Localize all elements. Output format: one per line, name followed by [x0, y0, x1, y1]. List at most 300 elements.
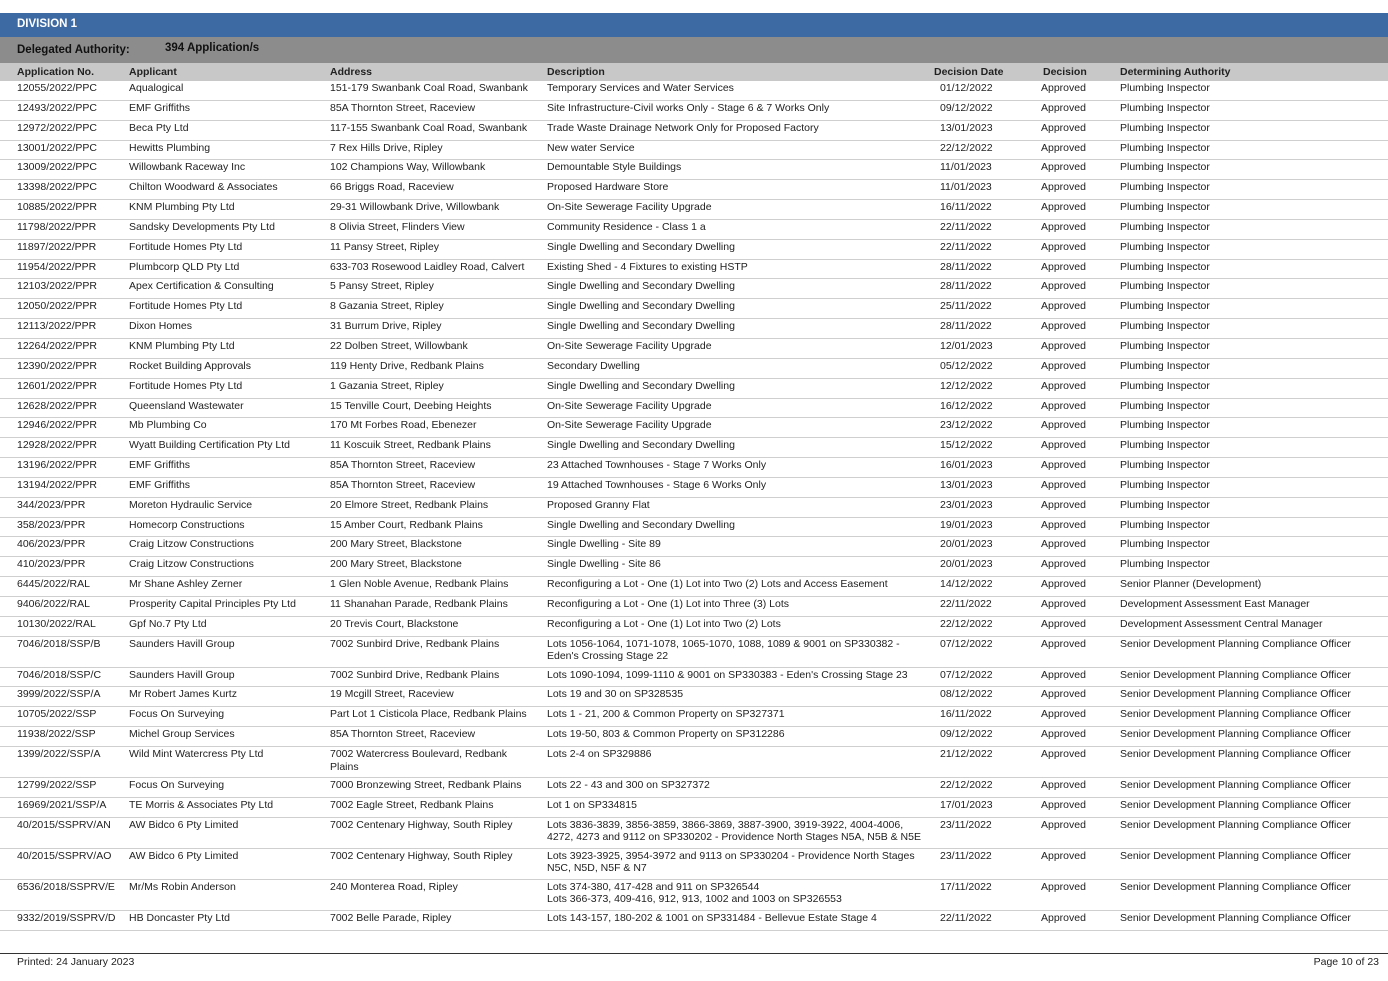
decision-date-cell: 16/11/2022 — [940, 201, 992, 214]
app-no-cell: 1399/2022/SSP/A — [17, 748, 101, 760]
decision-cell: Approved — [1041, 911, 1086, 924]
description-cell: Lots 374-380, 417-428 and 911 on SP326544 Lots 366-373, 409-416, 912, 913, 1002 and 1003 on SP326553 — [547, 880, 842, 906]
address-cell: 66 Briggs Road, Raceview — [330, 181, 454, 194]
address-cell: 119 Henty Drive, Redbank Plains — [330, 359, 484, 372]
footer-divider — [0, 953, 1388, 954]
app-no-cell: 40/2015/SSPRV/AO — [17, 849, 112, 862]
address-cell: 240 Monterea Road, Ripley — [330, 880, 458, 893]
division-title: DIVISION 1 — [17, 18, 78, 30]
description-cell: Lots 1056-1064, 1071-1078, 1065-1070, 1088, 1089 & 9001 on SP330382 - Eden's Crossing Stage 22 — [547, 637, 900, 663]
address-cell: 170 Mt Forbes Road, Ebenezer — [330, 419, 477, 432]
decision-date-cell: 28/11/2022 — [940, 260, 992, 273]
description-cell: Reconfiguring a Lot - One (1) Lot into Two (2) Lots — [547, 617, 781, 630]
applicant-cell: Dixon Homes — [129, 320, 193, 333]
table-row — [0, 778, 1388, 798]
description-cell: Lots 19 and 30 on SP328535 — [547, 688, 684, 701]
decision-cell: Approved — [1041, 181, 1086, 194]
app-no-cell: 11897/2022/PPR — [17, 240, 97, 253]
decision-date-cell: 15/12/2022 — [940, 439, 993, 452]
determining-authority-cell: Plumbing Inspector — [1120, 280, 1210, 293]
description-cell: Lots 3923-3925, 3954-3972 and 9113 on SP330204 - Providence North Stages N5C, N5D, N5F & N7 — [547, 849, 915, 875]
decision-cell: Approved — [1041, 161, 1086, 174]
decision-cell: Approved — [1041, 439, 1086, 452]
applicant-cell: Prosperity Capital Principles Pty Ltd — [129, 597, 296, 610]
description-cell: Proposed Granny Flat — [547, 498, 650, 511]
table-row — [0, 200, 1388, 220]
determining-authority-cell: Plumbing Inspector — [1120, 101, 1210, 114]
applicant-cell: Willowbank Raceway Inc — [129, 161, 246, 174]
determining-authority-cell: Plumbing Inspector — [1120, 439, 1210, 452]
table-header — [0, 63, 1388, 81]
table-row — [0, 818, 1388, 849]
decision-date-cell: 22/12/2022 — [940, 141, 993, 154]
decision-cell: Approved — [1041, 121, 1086, 134]
decision-cell: Approved — [1041, 141, 1086, 154]
description-cell: Trade Waste Drainage Network Only for Proposed Factory — [547, 121, 819, 134]
app-no-cell: 7046/2018/SSP/C — [17, 668, 102, 681]
decision-date-cell: 25/11/2022 — [940, 300, 992, 313]
address-cell: 102 Champions Way, Willowbank — [330, 161, 486, 174]
description-cell: Lots 2-4 on SP329886 — [547, 748, 652, 760]
description-cell: Single Dwelling - Site 89 — [547, 538, 661, 551]
app-no-cell: 6536/2018/SSPRV/E — [17, 880, 115, 893]
description-cell: Reconfiguring a Lot - One (1) Lot into Three (3) Lots — [547, 597, 790, 610]
address-cell: 8 Olivia Street, Flinders View — [330, 220, 465, 233]
column-header-decision: Decision — [1043, 66, 1087, 78]
address-cell: 7002 Watercress Boulevard, Redbank Plains — [330, 748, 508, 773]
applicant-cell: Craig Litzow Constructions — [129, 538, 254, 551]
applicant-cell: Mr Robert James Kurtz — [129, 688, 237, 701]
determining-authority-cell: Plumbing Inspector — [1120, 320, 1210, 333]
applicant-cell: Fortitude Homes Pty Ltd — [129, 379, 243, 392]
table-row — [0, 240, 1388, 260]
decision-cell: Approved — [1041, 399, 1086, 412]
determining-authority-cell: Plumbing Inspector — [1120, 379, 1210, 392]
column-header-determining-authority: Determining Authority — [1120, 66, 1231, 78]
app-no-cell: 12493/2022/PPC — [17, 101, 97, 114]
app-no-cell: 11798/2022/PPR — [17, 220, 97, 233]
address-cell: 31 Burrum Drive, Ripley — [330, 320, 442, 333]
decision-date-cell: 11/01/2023 — [940, 161, 992, 174]
decision-date-cell: 07/12/2022 — [940, 637, 993, 650]
applicant-cell: Wyatt Building Certification Pty Ltd — [129, 439, 290, 452]
table-row — [0, 121, 1388, 141]
decision-date-cell: 21/12/2022 — [940, 748, 993, 760]
determining-authority-cell: Senior Development Planning Compliance Officer — [1120, 668, 1351, 681]
address-cell: 7000 Bronzewing Street, Redbank Plains — [330, 779, 522, 791]
app-no-cell: 9332/2019/SSPRV/D — [17, 911, 116, 924]
decision-date-cell: 17/11/2022 — [940, 880, 992, 893]
authority-label: Delegated Authority: — [17, 44, 130, 56]
description-cell: Single Dwelling - Site 86 — [547, 558, 661, 571]
description-cell: Single Dwelling and Secondary Dwelling — [547, 240, 735, 253]
column-header-decision-date: Decision Date — [934, 66, 1004, 78]
table-row — [0, 379, 1388, 399]
applicant-cell: KNM Plumbing Pty Ltd — [129, 339, 235, 352]
table-row — [0, 537, 1388, 557]
table-row — [0, 359, 1388, 379]
applicant-cell: Moreton Hydraulic Service — [129, 498, 253, 511]
description-cell: Lots 1 - 21, 200 & Common Property on SP327371 — [547, 708, 785, 721]
address-cell: 11 Pansy Street, Ripley — [330, 240, 439, 253]
address-cell: 85A Thornton Street, Raceview — [330, 478, 476, 491]
decision-date-cell: 07/12/2022 — [940, 668, 993, 681]
app-no-cell: 344/2023/PPR — [17, 498, 86, 511]
decision-cell: Approved — [1041, 637, 1086, 650]
determining-authority-cell: Plumbing Inspector — [1120, 478, 1210, 491]
determining-authority-cell: Senior Planner (Development) — [1120, 578, 1262, 591]
determining-authority-cell: Plumbing Inspector — [1120, 339, 1210, 352]
decision-date-cell: 22/12/2022 — [940, 779, 993, 791]
applicant-cell: Sandsky Developments Pty Ltd — [129, 220, 275, 233]
app-no-cell: 12264/2022/PPR — [17, 339, 97, 352]
applicant-cell: Aqualogical — [129, 82, 184, 94]
description-cell: Lots 22 - 43 and 300 on SP327372 — [547, 779, 710, 791]
description-cell: Community Residence - Class 1 a — [547, 220, 706, 233]
table-row — [0, 727, 1388, 747]
description-cell: Lots 1090-1094, 1099-1110 & 9001 on SP330383 - Eden's Crossing Stage 23 — [547, 668, 908, 681]
app-no-cell: 12799/2022/SSP — [17, 779, 97, 791]
decision-cell: Approved — [1041, 478, 1086, 491]
decision-cell: Approved — [1041, 101, 1086, 114]
table-row — [0, 81, 1388, 101]
app-no-cell: 12972/2022/PPC — [17, 121, 97, 134]
description-cell: Single Dwelling and Secondary Dwelling — [547, 379, 735, 392]
description-cell: Single Dwelling and Secondary Dwelling — [547, 300, 735, 313]
address-cell: 85A Thornton Street, Raceview — [330, 728, 476, 741]
applicant-cell: TE Morris & Associates Pty Ltd — [129, 798, 274, 811]
table-row — [0, 299, 1388, 319]
decision-date-cell: 23/12/2022 — [940, 419, 993, 432]
app-no-cell: 13196/2022/PPR — [17, 459, 97, 472]
table-row — [0, 577, 1388, 597]
table-row — [0, 707, 1388, 727]
app-no-cell: 13398/2022/PPC — [17, 181, 97, 194]
decision-cell: Approved — [1041, 668, 1086, 681]
applicant-cell: Craig Litzow Constructions — [129, 558, 254, 571]
address-cell: 85A Thornton Street, Raceview — [330, 101, 476, 114]
decision-cell: Approved — [1041, 880, 1086, 893]
decision-date-cell: 12/12/2022 — [940, 379, 993, 392]
applicant-cell: Hewitts Plumbing — [129, 141, 211, 154]
description-cell: On-Site Sewerage Facility Upgrade — [547, 201, 712, 214]
address-cell: 7002 Sunbird Drive, Redbank Plains — [330, 668, 500, 681]
address-cell: 15 Tenville Court, Deebing Heights — [330, 399, 492, 412]
decision-date-cell: 01/12/2022 — [940, 82, 993, 94]
applicant-cell: Chilton Woodward & Associates — [129, 181, 278, 194]
app-no-cell: 3999/2022/SSP/A — [17, 688, 101, 701]
table-row — [0, 339, 1388, 359]
applicant-cell: Gpf No.7 Pty Ltd — [129, 617, 207, 630]
determining-authority-cell: Plumbing Inspector — [1120, 300, 1210, 313]
decision-cell: Approved — [1041, 578, 1086, 591]
table-row — [0, 597, 1388, 617]
address-cell: 151-179 Swanbank Coal Road, Swanbank — [330, 82, 528, 94]
applicant-cell: Fortitude Homes Pty Ltd — [129, 300, 243, 313]
decision-date-cell: 22/11/2022 — [940, 911, 992, 924]
determining-authority-cell: Plumbing Inspector — [1120, 498, 1210, 511]
decision-date-cell: 23/01/2023 — [940, 498, 993, 511]
decision-cell: Approved — [1041, 748, 1086, 760]
table-row — [0, 438, 1388, 458]
description-cell: Demountable Style Buildings — [547, 161, 682, 174]
description-cell: Secondary Dwelling — [547, 359, 640, 372]
applicant-cell: KNM Plumbing Pty Ltd — [129, 201, 235, 214]
app-no-cell: 6445/2022/RAL — [17, 578, 90, 591]
decision-date-cell: 09/12/2022 — [940, 101, 993, 114]
address-cell: 117-155 Swanbank Coal Road, Swanbank — [330, 121, 528, 134]
division-header — [0, 13, 1388, 37]
description-cell: On-Site Sewerage Facility Upgrade — [547, 419, 712, 432]
determining-authority-cell: Senior Development Planning Compliance Officer — [1120, 779, 1351, 791]
determining-authority-cell: Plumbing Inspector — [1120, 538, 1210, 551]
table-row — [0, 220, 1388, 240]
address-cell: 5 Pansy Street, Ripley — [330, 280, 434, 293]
description-cell: 23 Attached Townhouses - Stage 7 Works Only — [547, 459, 767, 472]
applicant-cell: Plumbcorp QLD Pty Ltd — [129, 260, 240, 273]
applicant-cell: Focus On Surveying — [129, 708, 225, 721]
address-cell: 20 Elmore Street, Redbank Plains — [330, 498, 489, 511]
description-cell: Lots 3836-3839, 3856-3859, 3866-3869, 3887-3900, 3919-3922, 4004-4006, 4272, 4273 and 9112 on SP330202 - Providence North Stages N5A, N5B & N5E — [547, 818, 921, 844]
application-count: 394 Application/s — [165, 42, 260, 54]
table-row — [0, 180, 1388, 200]
decision-date-cell: 20/01/2023 — [940, 538, 993, 551]
app-no-cell: 12946/2022/PPR — [17, 419, 97, 432]
address-cell: 7 Rex Hills Drive, Ripley — [330, 141, 443, 154]
decision-cell: Approved — [1041, 419, 1086, 432]
decision-date-cell: 13/01/2023 — [940, 478, 993, 491]
determining-authority-cell: Senior Development Planning Compliance Officer — [1120, 637, 1351, 650]
app-no-cell: 10885/2022/PPR — [17, 201, 97, 214]
app-no-cell: 12055/2022/PPC — [17, 82, 97, 94]
table-row — [0, 687, 1388, 707]
determining-authority-cell: Plumbing Inspector — [1120, 260, 1210, 273]
applicant-cell: Beca Pty Ltd — [129, 121, 189, 134]
applicant-cell: Queensland Wastewater — [129, 399, 244, 412]
determining-authority-cell: Senior Development Planning Compliance Officer — [1120, 849, 1351, 862]
table-row — [0, 279, 1388, 299]
determining-authority-cell: Senior Development Planning Compliance Officer — [1120, 880, 1351, 893]
app-no-cell: 13001/2022/PPC — [17, 141, 97, 154]
decision-cell: Approved — [1041, 518, 1086, 531]
applicant-cell: Michel Group Services — [129, 728, 235, 741]
address-cell: 7002 Sunbird Drive, Redbank Plains — [330, 637, 500, 650]
app-no-cell: 12050/2022/PPR — [17, 300, 97, 313]
app-no-cell: 12628/2022/PPR — [17, 399, 97, 412]
determining-authority-cell: Plumbing Inspector — [1120, 240, 1210, 253]
decision-cell: Approved — [1041, 339, 1086, 352]
address-cell: 7002 Eagle Street, Redbank Plains — [330, 798, 494, 811]
description-cell: Temporary Services and Water Services — [547, 82, 734, 94]
decision-date-cell: 16/01/2023 — [940, 459, 993, 472]
table-row — [0, 849, 1388, 880]
applicant-cell: EMF Griffiths — [129, 101, 191, 114]
printed-date: Printed: 24 January 2023 — [17, 956, 135, 968]
applicant-cell: Wild Mint Watercress Pty Ltd — [129, 748, 264, 760]
determining-authority-cell: Plumbing Inspector — [1120, 161, 1210, 174]
table-row — [0, 557, 1388, 577]
table-row — [0, 260, 1388, 280]
description-cell: Proposed Hardware Store — [547, 181, 669, 194]
decision-cell: Approved — [1041, 538, 1086, 551]
decision-date-cell: 09/12/2022 — [940, 728, 993, 741]
description-cell: Lots 19-50, 803 & Common Property on SP312286 — [547, 728, 785, 741]
decision-cell: Approved — [1041, 818, 1086, 831]
table-row — [0, 319, 1388, 339]
app-no-cell: 12601/2022/PPR — [17, 379, 97, 392]
address-cell: 1 Glen Noble Avenue, Redbank Plains — [330, 578, 509, 591]
description-cell: Reconfiguring a Lot - One (1) Lot into Two (2) Lots and Access Easement — [547, 578, 888, 591]
description-cell: Single Dwelling and Secondary Dwelling — [547, 280, 735, 293]
applicant-cell: HB Doncaster Pty Ltd — [129, 911, 230, 924]
description-cell: 19 Attached Townhouses - Stage 6 Works Only — [547, 478, 767, 491]
decision-cell: Approved — [1041, 359, 1086, 372]
decision-cell: Approved — [1041, 708, 1086, 721]
determining-authority-cell: Senior Development Planning Compliance Officer — [1120, 728, 1351, 741]
address-cell: 7002 Belle Parade, Ripley — [330, 911, 452, 924]
app-no-cell: 13009/2022/PPC — [17, 161, 97, 174]
address-cell: 200 Mary Street, Blackstone — [330, 558, 462, 571]
table-row — [0, 518, 1388, 538]
description-cell: On-Site Sewerage Facility Upgrade — [547, 399, 712, 412]
page-number: Page 10 of 23 — [1313, 956, 1379, 968]
decision-date-cell: 13/01/2023 — [940, 121, 993, 134]
determining-authority-cell: Senior Development Planning Compliance Officer — [1120, 911, 1351, 924]
address-cell: 85A Thornton Street, Raceview — [330, 459, 476, 472]
column-header-applicant: Applicant — [129, 66, 177, 78]
address-cell: Part Lot 1 Cisticola Place, Redbank Plains — [330, 708, 527, 721]
decision-date-cell: 12/01/2023 — [940, 339, 993, 352]
determining-authority-cell: Plumbing Inspector — [1120, 220, 1210, 233]
table-row — [0, 399, 1388, 419]
app-no-cell: 410/2023/PPR — [17, 558, 86, 571]
decision-cell: Approved — [1041, 280, 1086, 293]
decision-cell: Approved — [1041, 597, 1086, 610]
applicant-cell: Saunders Havill Group — [129, 637, 235, 650]
decision-cell: Approved — [1041, 320, 1086, 333]
description-cell: Lot 1 on SP334815 — [547, 798, 637, 811]
address-cell: 7002 Centenary Highway, South Ripley — [330, 849, 513, 862]
decision-cell: Approved — [1041, 688, 1086, 701]
decision-date-cell: 19/01/2023 — [940, 518, 993, 531]
description-cell: New water Service — [547, 141, 635, 154]
applicant-cell: EMF Griffiths — [129, 459, 191, 472]
decision-cell: Approved — [1041, 849, 1086, 862]
table-row — [0, 478, 1388, 498]
decision-date-cell: 22/11/2022 — [940, 220, 992, 233]
table-row — [0, 668, 1388, 688]
decision-date-cell: 16/12/2022 — [940, 399, 993, 412]
app-no-cell: 11954/2022/PPR — [17, 260, 97, 273]
decision-cell: Approved — [1041, 498, 1086, 511]
applicant-cell: Focus On Surveying — [129, 779, 225, 791]
table-row — [0, 880, 1388, 911]
applicant-cell: AW Bidco 6 Pty Limited — [129, 849, 239, 862]
decision-cell: Approved — [1041, 260, 1086, 273]
determining-authority-cell: Plumbing Inspector — [1120, 558, 1210, 571]
table-row — [0, 160, 1388, 180]
app-no-cell: 10130/2022/RAL — [17, 617, 96, 630]
table-row — [0, 458, 1388, 478]
table-row — [0, 418, 1388, 438]
determining-authority-cell: Senior Development Planning Compliance Officer — [1120, 748, 1351, 760]
address-cell: 15 Amber Court, Redbank Plains — [330, 518, 483, 531]
determining-authority-cell: Plumbing Inspector — [1120, 518, 1210, 531]
applicant-cell: Fortitude Homes Pty Ltd — [129, 240, 243, 253]
applicant-cell: EMF Griffiths — [129, 478, 191, 491]
table-row — [0, 911, 1388, 931]
description-cell: Single Dwelling and Secondary Dwelling — [547, 439, 735, 452]
app-no-cell: 358/2023/PPR — [17, 518, 86, 531]
address-cell: 20 Trevis Court, Blackstone — [330, 617, 459, 630]
determining-authority-cell: Plumbing Inspector — [1120, 181, 1210, 194]
address-cell: 1 Gazania Street, Ripley — [330, 379, 444, 392]
determining-authority-cell: Senior Development Planning Compliance Officer — [1120, 818, 1351, 831]
decision-cell: Approved — [1041, 728, 1086, 741]
table-row — [0, 617, 1388, 637]
table-row — [0, 101, 1388, 121]
address-cell: 8 Gazania Street, Ripley — [330, 300, 444, 313]
determining-authority-cell: Plumbing Inspector — [1120, 121, 1210, 134]
description-cell: Single Dwelling and Secondary Dwelling — [547, 518, 735, 531]
table-row — [0, 637, 1388, 668]
address-cell: 11 Shanahan Parade, Redbank Plains — [330, 597, 508, 610]
decision-cell: Approved — [1041, 379, 1086, 392]
description-cell: Site Infrastructure-Civil works Only - Stage 6 & 7 Works Only — [547, 101, 830, 114]
determining-authority-cell: Plumbing Inspector — [1120, 141, 1210, 154]
app-no-cell: 16969/2021/SSP/A — [17, 798, 107, 811]
decision-date-cell: 11/01/2023 — [940, 181, 992, 194]
app-no-cell: 12113/2022/PPR — [17, 320, 97, 333]
decision-date-cell: 23/11/2022 — [940, 849, 992, 862]
table-row — [0, 798, 1388, 818]
decision-date-cell: 08/12/2022 — [940, 688, 993, 701]
decision-cell: Approved — [1041, 798, 1086, 811]
decision-date-cell: 28/11/2022 — [940, 320, 992, 333]
address-cell: 19 Mcgill Street, Raceview — [330, 688, 454, 701]
applicant-cell: AW Bidco 6 Pty Limited — [129, 818, 239, 831]
applicant-cell: Rocket Building Approvals — [129, 359, 251, 372]
app-no-cell: 406/2023/PPR — [17, 538, 86, 551]
applicant-cell: Homecorp Constructions — [129, 518, 245, 531]
determining-authority-cell: Plumbing Inspector — [1120, 82, 1210, 94]
applicant-cell: Mr/Ms Robin Anderson — [129, 880, 236, 893]
description-cell: Existing Shed - 4 Fixtures to existing HSTP — [547, 260, 748, 273]
address-cell: 22 Dolben Street, Willowbank — [330, 339, 468, 352]
decision-cell: Approved — [1041, 558, 1086, 571]
table-row — [0, 141, 1388, 161]
decision-cell: Approved — [1041, 459, 1086, 472]
applicant-cell: Apex Certification & Consulting — [129, 280, 274, 293]
decision-date-cell: 17/01/2023 — [940, 798, 993, 811]
app-no-cell: 7046/2018/SSP/B — [17, 637, 101, 650]
description-cell: On-Site Sewerage Facility Upgrade — [547, 339, 712, 352]
address-cell: 11 Koscuik Street, Redbank Plains — [330, 439, 491, 452]
decision-date-cell: 22/11/2022 — [940, 597, 992, 610]
authority-header — [0, 37, 1388, 63]
app-no-cell: 10705/2022/SSP — [17, 708, 97, 721]
table-row — [0, 498, 1388, 518]
decision-date-cell: 22/11/2022 — [940, 240, 992, 253]
address-cell: 200 Mary Street, Blackstone — [330, 538, 462, 551]
decision-cell: Approved — [1041, 82, 1086, 94]
app-no-cell: 13194/2022/PPR — [17, 478, 97, 491]
determining-authority-cell: Plumbing Inspector — [1120, 399, 1210, 412]
determining-authority-cell: Senior Development Planning Compliance Officer — [1120, 688, 1351, 701]
column-header-app-no: Application No. — [17, 66, 94, 78]
determining-authority-cell: Development Assessment Central Manager — [1120, 617, 1323, 630]
applications-table — [0, 81, 1388, 931]
